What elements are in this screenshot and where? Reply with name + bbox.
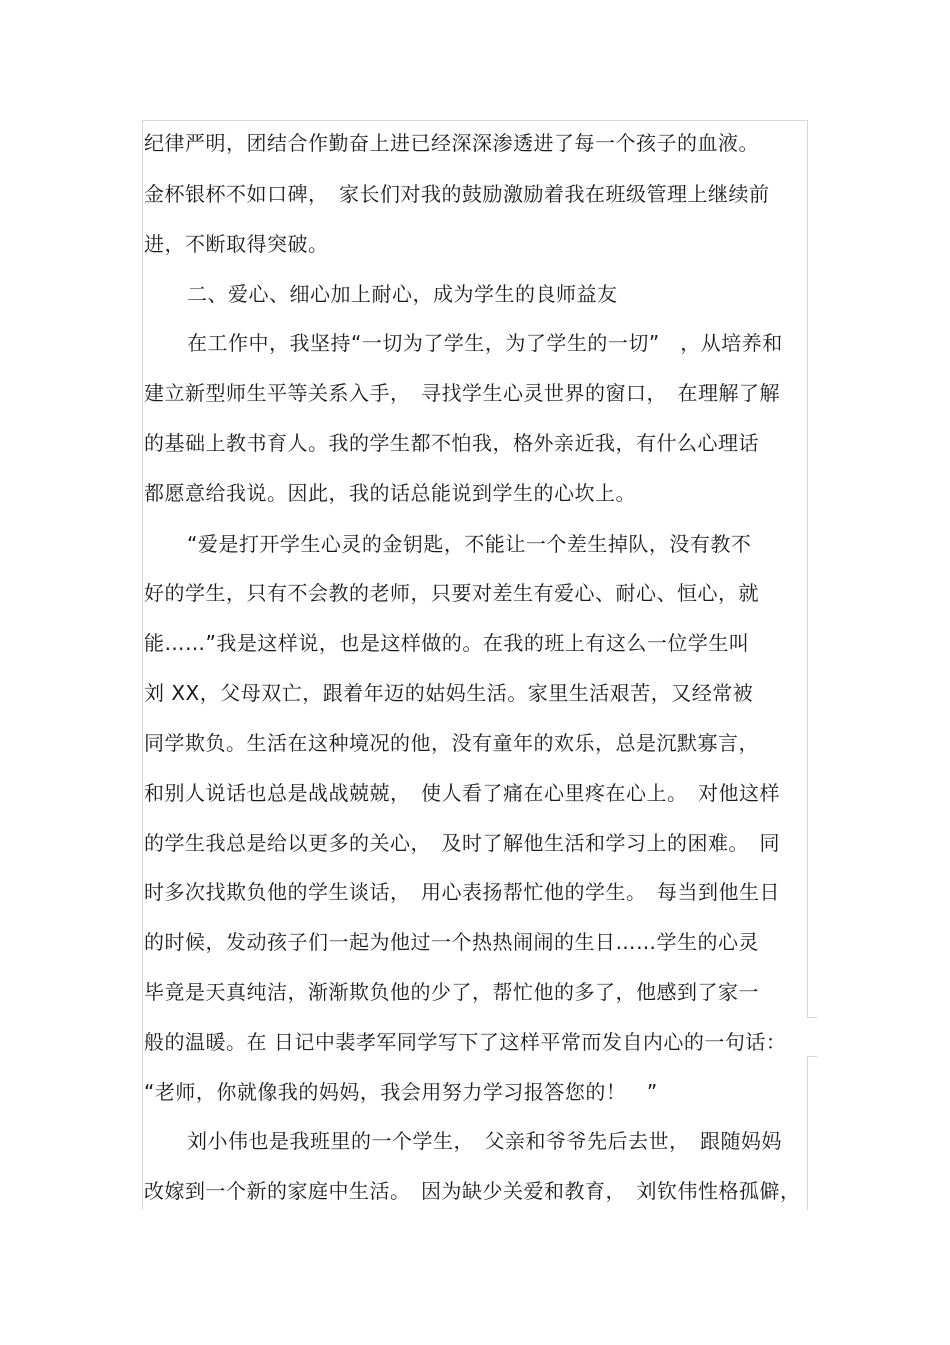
text-line: 般的温暖。在 日记中裴孝军同学写下了这样平常而发自内心的一句话：	[144, 1030, 787, 1054]
text-line: 刘小伟也是我班里的一个学生， 父亲和爷爷先后去世， 跟随妈妈	[187, 1129, 782, 1153]
text-line: 都愿意给我说。因此，我的话总能说到学生的心坎上。	[144, 481, 636, 505]
page-border-top	[142, 120, 808, 121]
text-line: 同学欺负。生活在这种境况的他，没有童年的欢乐，总是沉默寡言，	[144, 731, 759, 755]
text-line: 建立新型师生平等关系入手， 寻找学生心灵世界的窗口， 在理解了解	[144, 381, 780, 405]
page-border-left	[142, 120, 143, 1210]
text-line: 和别人说话也总是战战兢兢， 使人看了痛在心里疼在心上。 对他这样	[144, 781, 780, 805]
text-line: 刘 XX，父母双亡，跟着年迈的姑妈生活。家里生活艰苦，又经常被	[144, 681, 754, 705]
text-line: “老师，你就像我的妈妈，我会用努力学习报答您的！ ”	[144, 1080, 658, 1104]
text-line: 在工作中，我坚持“一切为了学生，为了学生的一切” ，从培养和	[187, 331, 783, 355]
text-line: 时多次找欺负他的学生谈话， 用心表扬帮忙他的学生。 每当到他生日	[144, 880, 780, 904]
page-border-right-lower	[807, 1056, 808, 1210]
text-line: 好的学生，只有不会教的老师，只要对差生有爱心、耐心、恒心，就	[144, 581, 759, 605]
text-line: 的时候，发动孩子们一起为他过一个热热闹闹的生日……学生的心灵	[144, 930, 759, 954]
text-line: 改嫁到一个新的家庭中生活。 因为缺少关爱和教育， 刘钦伟性格孤僻，	[144, 1179, 801, 1203]
text-line: “爱是打开学生心灵的金钥匙，不能让一个差生掉队，没有教不	[187, 532, 752, 556]
text-line: 纪律严明，团结合作勤奋上进已经深深渗透进了每一个孩子的血液。	[144, 131, 759, 155]
text-line: 能……”我是这样说，也是这样做的。在我的班上有这么一位学生叫	[144, 631, 750, 655]
text-line: 的基础上教书育人。我的学生都不怕我，格外亲近我，有什么心理话	[144, 431, 759, 455]
page-border-right-upper	[807, 120, 808, 1018]
text-line: 进，不断取得突破。	[144, 232, 329, 256]
page-border-tick-upper	[807, 1017, 817, 1018]
page-border-tick-lower	[807, 1056, 817, 1057]
text-line: 的学生我总是给以更多的关心， 及时了解他生活和学习上的困难。 同	[144, 831, 780, 855]
section-heading: 二、爱心、细心加上耐心，成为学生的良师益友	[187, 282, 618, 306]
text-line: 毕竟是天真纯洁，渐渐欺负他的少了，帮忙他的多了，他感到了家一	[144, 980, 759, 1004]
text-line: 金杯银杯不如口碑， 家长们对我的鼓励激励着我在班级管理上继续前	[144, 182, 770, 206]
